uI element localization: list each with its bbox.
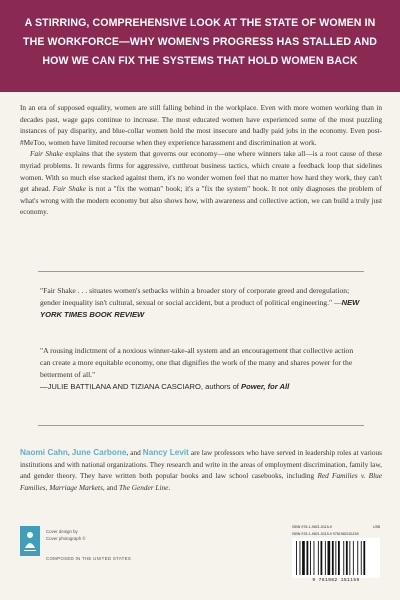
quote-source-name: —JULIE BATTILANA AND TIZIANA CASCIARO, authors of: [40, 382, 242, 391]
bio-text: are law professors who have served in leadership roles at various institutions and with national organizations. They research and write in the areas of employment discrimination, family law, and gender theory. They have written both popular books and law school casebooks, including: [20, 448, 382, 481]
divider-top: [38, 271, 364, 272]
isbn-label-row: [292, 524, 380, 538]
barcode-bar: [321, 541, 323, 575]
quote-source-name: NEW YORK TIMES BOOK REVIEW: [40, 298, 360, 319]
separator: ,: [45, 482, 50, 492]
cover-photo-credit: Cover photograph ©: [46, 536, 86, 541]
barcode-bar: [349, 541, 350, 575]
author-bio: [20, 447, 382, 493]
barcode-bar: [296, 541, 297, 575]
separator: ,: [67, 448, 72, 457]
barcode-bar: [363, 541, 365, 575]
barcode-bar: [361, 541, 362, 575]
author-name: Nancy Levit: [142, 448, 189, 457]
description-text: explains that the system that governs our economy—one where winners take all—is a root cause of these myriad problems. It rewards firms for aggressive, cutthroat business tactics, which create a feedback loop that sidelines women. With so much else stacked against them, it's no wonder women feel that no matter how hard they work, they can't get ahead.: [20, 149, 382, 194]
price-label: US$: [373, 525, 380, 529]
separator: , and: [126, 448, 143, 457]
barcode-bar: [307, 541, 309, 575]
description-paragraph-2: [20, 148, 382, 218]
printed-in: COMPOSED IN THE UNITED STATES: [46, 556, 132, 561]
barcode-bars: [292, 538, 380, 578]
barcode-bar: [302, 541, 305, 575]
headline-banner: [0, 0, 400, 92]
barcode-bar: [332, 541, 334, 575]
quote-text: "A rousing indictment of a noxious winner-take-all system and an encouragement that collective action can create a more equitable economy, one that dignifies the work of the many and shares power for the betterment of all.": [40, 346, 354, 379]
headline-text: A STIRRING, COMPREHENSIVE LOOK AT THE STATE OF WOMEN IN THE WORKFORCE—WHY WOMEN'S PROGRESS HAS STALLED AND HOW WE CAN FIX THE SYSTEMS THAT HOLD WOMEN BACK: [23, 17, 377, 67]
divider-bottom: [38, 425, 364, 426]
author-name: Naomi Cahn: [20, 448, 68, 457]
description-paragraph-1: In an era of supposed equality, women are still falling behind in the workplace. Even with more women working than in decades past, wage gaps continue to increase. The most educated women have experienced some of the most puzzling instances of pay disparity, and blue-collar women hold the most insecure and badly paid jobs in the economy. Even post-#MeToo, women have limited recourse when they experience harassment and discrimination at work.: [20, 103, 382, 147]
barcode-bar: [343, 541, 344, 575]
publisher-logo-icon: [20, 526, 40, 556]
barcode-bar: [314, 541, 315, 575]
book-title: Fair Shake: [52, 184, 86, 194]
isbn-label: ISBN 978-1-9821-5115-9: [292, 525, 332, 529]
barcode-bar: [346, 541, 348, 575]
barcode-bar: [353, 541, 354, 575]
book-title: Fair Shake: [30, 149, 63, 159]
quote-source: [40, 382, 289, 391]
barcode-bar: [318, 541, 319, 575]
separator: , and: [102, 482, 119, 492]
author-name: June Carbone: [71, 448, 127, 457]
review-quote-2: [40, 345, 364, 393]
barcode-bar: [328, 541, 331, 575]
description: [20, 102, 382, 218]
book-title: Red Families v. Blue Families: [20, 471, 382, 492]
cover-design-credit: Cover design by: [46, 529, 78, 534]
quote-source-book: Power, for All: [241, 382, 290, 391]
barcode-bar: [338, 541, 340, 575]
book-title: The Gender Line: [118, 482, 169, 492]
barcode-bar: [300, 541, 301, 575]
review-quote-1: [40, 285, 364, 321]
publisher-info: [46, 528, 206, 561]
barcode: [292, 538, 380, 578]
quote-text: "Fair Shake . . . situates women's setbacks within a broader story of corporate greed and deregulation; gender inequality isn't cultural, sexual or social accident, but a product of political engineering.": [40, 286, 350, 307]
book-title: Marriage Markets: [49, 482, 103, 492]
barcode-digits: 9 781982 151159: [312, 578, 360, 583]
isbn-line-2: ISBN 978-1-9821-5115-9 9781982151159: [292, 532, 359, 536]
barcode-bar: [325, 541, 326, 575]
description-text: is not a "fix the woman" book; it's a "fix the system" book. It not only diagnoses the problem of what's wrong with the modern economy but also shows how, with awareness and collective action, we can build a truly just economy.: [20, 184, 382, 217]
quote-dash: —: [332, 298, 342, 307]
separator: .: [168, 482, 171, 492]
barcode-bar: [357, 541, 358, 575]
barcode-bar: [310, 541, 311, 575]
barcode-bar: [335, 541, 336, 575]
